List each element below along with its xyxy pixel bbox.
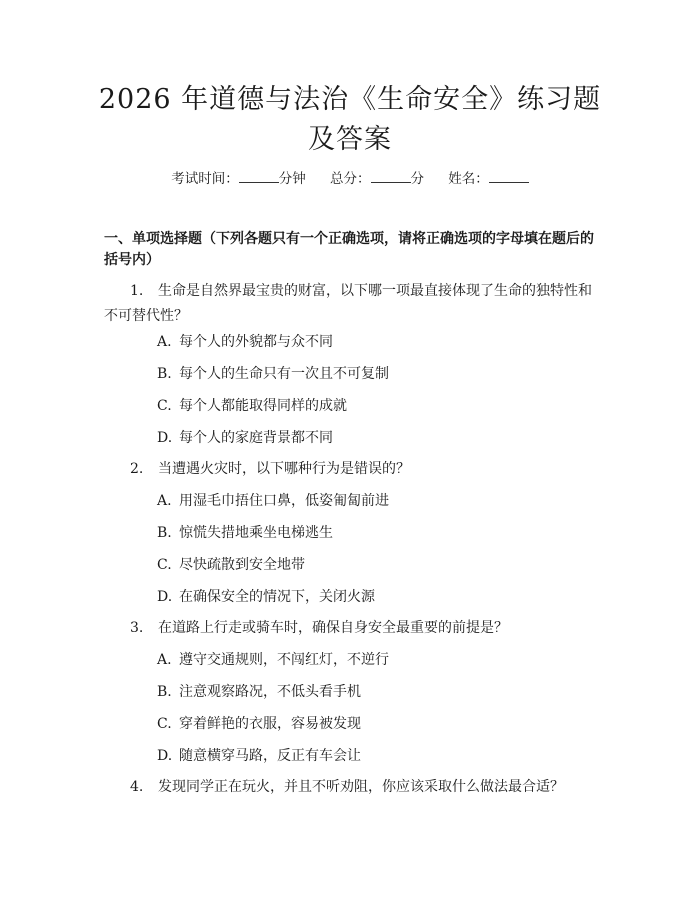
question-number: 3.: [130, 620, 144, 636]
student-name-field: [448, 171, 529, 187]
question-text: 当遭遇火灾时，以下哪种行为是错误的？: [158, 461, 410, 477]
page-title: 2026 年道德与法治《生命安全》练习题及答案: [98, 84, 602, 155]
option-letter: A.: [157, 652, 172, 668]
total-score-field: [330, 171, 428, 187]
option-text: 惊慌失措地乘坐电梯逃生: [179, 525, 333, 541]
question-3-option-a[interactable]: [157, 650, 597, 670]
section-heading: 一、单项选择题（下列各题只有一个正确选项，请将正确选项的字母填在题后的括号内）: [104, 231, 594, 268]
option-text: 尽快疏散到安全地带: [179, 557, 305, 573]
option-text: 每个人的外貌都与众不同: [179, 334, 333, 350]
question-number: 4.: [130, 779, 144, 795]
option-letter: A.: [157, 493, 172, 509]
question-2-option-d[interactable]: [157, 587, 597, 607]
question-text: 在道路上行走或骑车时，确保自身安全最重要的前提是？: [158, 620, 508, 636]
question-2-option-b[interactable]: [157, 523, 597, 543]
option-letter: D.: [157, 589, 173, 605]
question-text: 发现同学正在玩火，并且不听劝阻，你应该采取什么做法最合适？: [158, 779, 564, 795]
option-text: 随意横穿马路，反正有车会让: [179, 748, 361, 764]
question-text: 生命是自然界最宝贵的财富，以下哪一项最直接体现了生命的独特性和不可替代性？: [104, 283, 592, 324]
total-score-label: 总分：: [330, 171, 371, 187]
student-name-label: 姓名：: [448, 171, 489, 187]
option-text: 在确保安全的情况下，关闭火源: [179, 589, 375, 605]
option-text: 用湿毛巾捂住口鼻，低姿匍匐前进: [179, 493, 389, 509]
question-1-option-c[interactable]: [157, 396, 597, 416]
question-2-option-c[interactable]: [157, 555, 597, 575]
question-3-option-b[interactable]: [157, 682, 597, 702]
total-score-blank[interactable]: [371, 168, 411, 183]
question-1-option-b[interactable]: [157, 364, 597, 384]
option-letter: A.: [157, 334, 172, 350]
option-letter: D.: [157, 430, 173, 446]
question-2: [104, 457, 604, 482]
question-1-option-d[interactable]: [157, 428, 597, 448]
option-text: 穿着鲜艳的衣服，容易被发现: [179, 716, 361, 732]
question-4: [104, 775, 604, 800]
question-3: [104, 616, 604, 641]
option-text: 每个人的家庭背景都不同: [179, 430, 333, 446]
total-score-unit: 分: [410, 171, 424, 187]
exam-time-unit: 分钟: [278, 171, 306, 187]
option-letter: B.: [157, 684, 172, 700]
option-text: 每个人都能取得同样的成就: [179, 398, 347, 414]
option-letter: B.: [157, 366, 172, 382]
exam-meta-line: [0, 168, 700, 189]
option-letter: B.: [157, 525, 172, 541]
question-2-option-a[interactable]: [157, 491, 597, 511]
exam-time-blank[interactable]: [239, 168, 279, 183]
option-letter: D.: [157, 748, 173, 764]
option-text: 每个人的生命只有一次且不可复制: [179, 366, 389, 382]
student-name-blank[interactable]: [489, 168, 529, 183]
option-text: 遵守交通规则，不闯红灯，不逆行: [179, 652, 389, 668]
question-1-option-a[interactable]: [157, 332, 597, 352]
option-text: 注意观察路况，不低头看手机: [179, 684, 361, 700]
question-3-option-d[interactable]: [157, 746, 597, 766]
option-letter: C.: [157, 398, 172, 414]
question-3-option-c[interactable]: [157, 714, 597, 734]
question-number: 1.: [130, 283, 144, 299]
exam-time-field: [171, 171, 310, 187]
question-number: 2.: [130, 461, 144, 477]
exam-time-label: 考试时间：: [171, 171, 239, 187]
option-letter: C.: [157, 557, 172, 573]
option-letter: C.: [157, 716, 172, 732]
question-1: [104, 279, 604, 329]
